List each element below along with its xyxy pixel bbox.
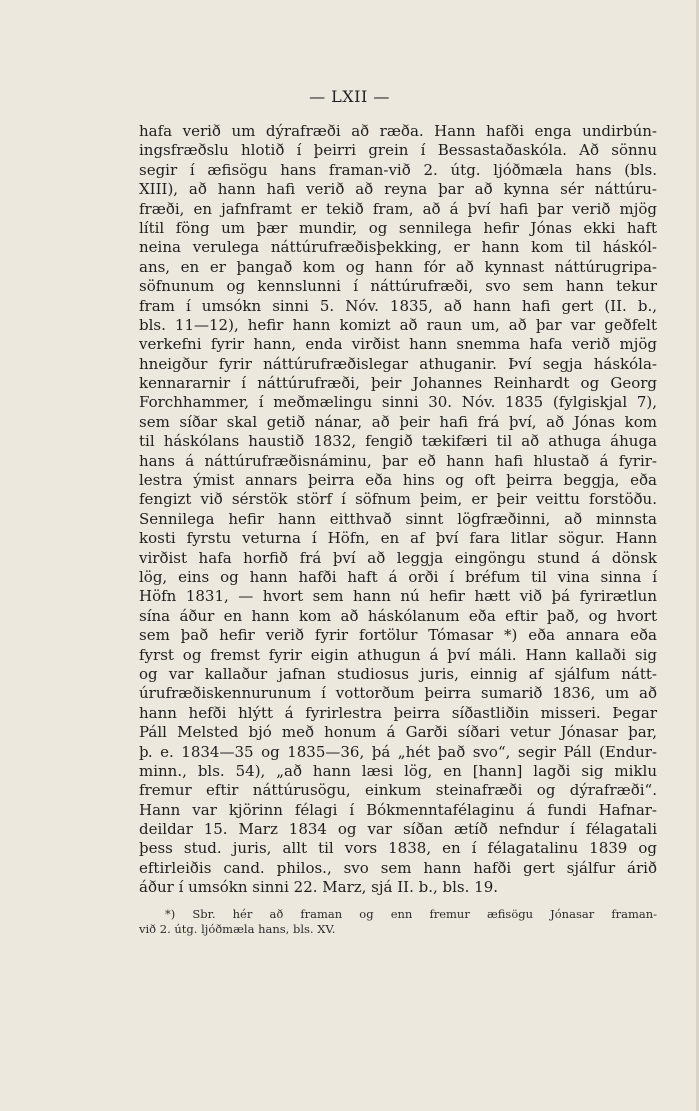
footnote-line: *) Sbr. hér að framan og enn fremur æfisögu Jónasar framan- [165,907,657,921]
text-line: verkefni fyrir hann, enda virðist hann snemma hafa verið mjög [139,335,657,354]
text-line: minn., bls. 54), „að hann læsi lög, en [hann] lagði sig miklu [139,761,657,780]
text-line: áður í umsókn sinni 22. Marz, sjá II. b., bls. 19. [139,878,499,897]
text-line: þ. e. 1834—35 og 1835—36, þá „hét það svo“, segir Páll (Endur- [139,742,657,761]
text-line: fyrst og fremst fyrir eigin athugun á því máli. Hann kallaði sig [139,645,657,664]
footnote [139,907,657,937]
text-line: ans, en er þangað kom og hann fór að kynnast náttúrugripa- [139,257,657,276]
text-line: fremur eftir náttúrusögu, einkum steinafræði og dýrafræði“. [139,781,657,800]
text-line: úrufræðiskennurunum í vottorðum þeirra sumarið 1836, um að [139,684,657,703]
text-line: og var kallaður jafnan studiosus juris, einnig af sjálfum nátt- [139,664,657,683]
text-line: virðist hafa horfið frá því að leggja eingöngu stund á dönsk [139,548,657,567]
text-line: hann hefði hlýtt á fyrirlestra þeirra síðastliðin misseri. Þegar [139,703,657,722]
text-line: söfnunum og kennslunni í náttúrufræði, svo sem hann tekur [139,277,657,296]
text-line: segir í æfisögu hans framan-við 2. útg. ljóðmæla hans (bls. [139,160,657,179]
body-text [139,122,657,898]
text-line: kennararnir í náttúrufræði, þeir Johannes Reinhardt og Georg [139,374,657,393]
text-line: Höfn 1831, — hvort sem hann nú hefir hætt við þá fyrirætlun [139,587,657,606]
text-line: Páll Melsted bjó með honum á Garði síðari vetur Jónasar þar, [139,723,657,742]
text-line: hafa verið um dýrafræði að ræða. Hann hafði enga undirbún- [139,122,657,140]
text-line: XIII), að hann hafi verið að reyna þar að kynna sér náttúru- [139,180,657,199]
footnote-line: við 2. útg. ljóðmæla hans, bls. XV. [139,922,336,936]
text-line: deildar 15. Marz 1834 og var síðan ætíð nefndur í félagatali [139,820,657,839]
text-line: fengizt við sérstök störf í söfnum þeim, er þeir veittu forstöðu. [139,490,657,509]
text-line: sína áður en hann kom að háskólanum eða eftir það, og hvort [139,606,657,625]
text-line: Sennilega hefir hann eitthvað sinnt lögfræðinni, að minnsta [139,509,657,528]
text-line: ingsfræðslu hlotið í þeirri grein í Bessastaðaskóla. Að sönnu [139,141,657,160]
text-line: hans á náttúrufræðisnáminu, þar eð hann hafi hlustað á fyrir- [139,451,657,470]
text-line: til háskólans haustið 1832, fengið tækifæri til að athuga áhuga [139,432,657,451]
text-line: hneigður fyrir náttúrufræðislegar athuganir. Því segja háskóla- [139,354,657,373]
text-line: lestra ýmist annars þeirra eða hins og oft þeirra beggja, eða [139,471,657,490]
text-line: sem síðar skal getið nánar, að þeir hafi frá því, að Jónas kom [139,412,657,431]
text-line: lítil föng um þær mundir, og sennilega hefir Jónas ekki haft [139,218,657,237]
text-line: kosti fyrstu veturna í Höfn, en af því fara litlar sögur. Hann [139,529,657,548]
text-line: eftirleiðis cand. philos., svo sem hann hafði gert sjálfur árið [139,858,657,877]
text-line: bls. 11—12), hefir hann komizt að raun um, að þar var geðfelt [139,315,657,334]
text-line: þess stud. juris, allt til vors 1838, en í félagatalinu 1839 og [139,839,657,858]
text-line: sem það hefir verið fyrir fortölur Tómasar *) eða annara eða [139,626,657,645]
text-line: fræði, en jafnframt er tekið fram, að á því hafi þar verið mjög [139,199,657,218]
text-line: Hann var kjörinn félagi í Bókmenntafélaginu á fundi Hafnar- [139,800,657,819]
page-number: — LXII — [309,87,390,106]
text-line: neina verulega náttúrufræðisþekking, er hann kom til háskól- [139,238,657,257]
text-line: Forchhammer, í meðmælingu sinni 30. Nóv. 1835 (fylgiskjal 7), [139,393,657,412]
text-line: fram í umsókn sinni 5. Nóv. 1835, að hann hafi gert (II. b., [139,296,657,315]
text-line: lög, eins og hann hafði haft á orði í bréfum til vina sinna í [139,567,657,586]
